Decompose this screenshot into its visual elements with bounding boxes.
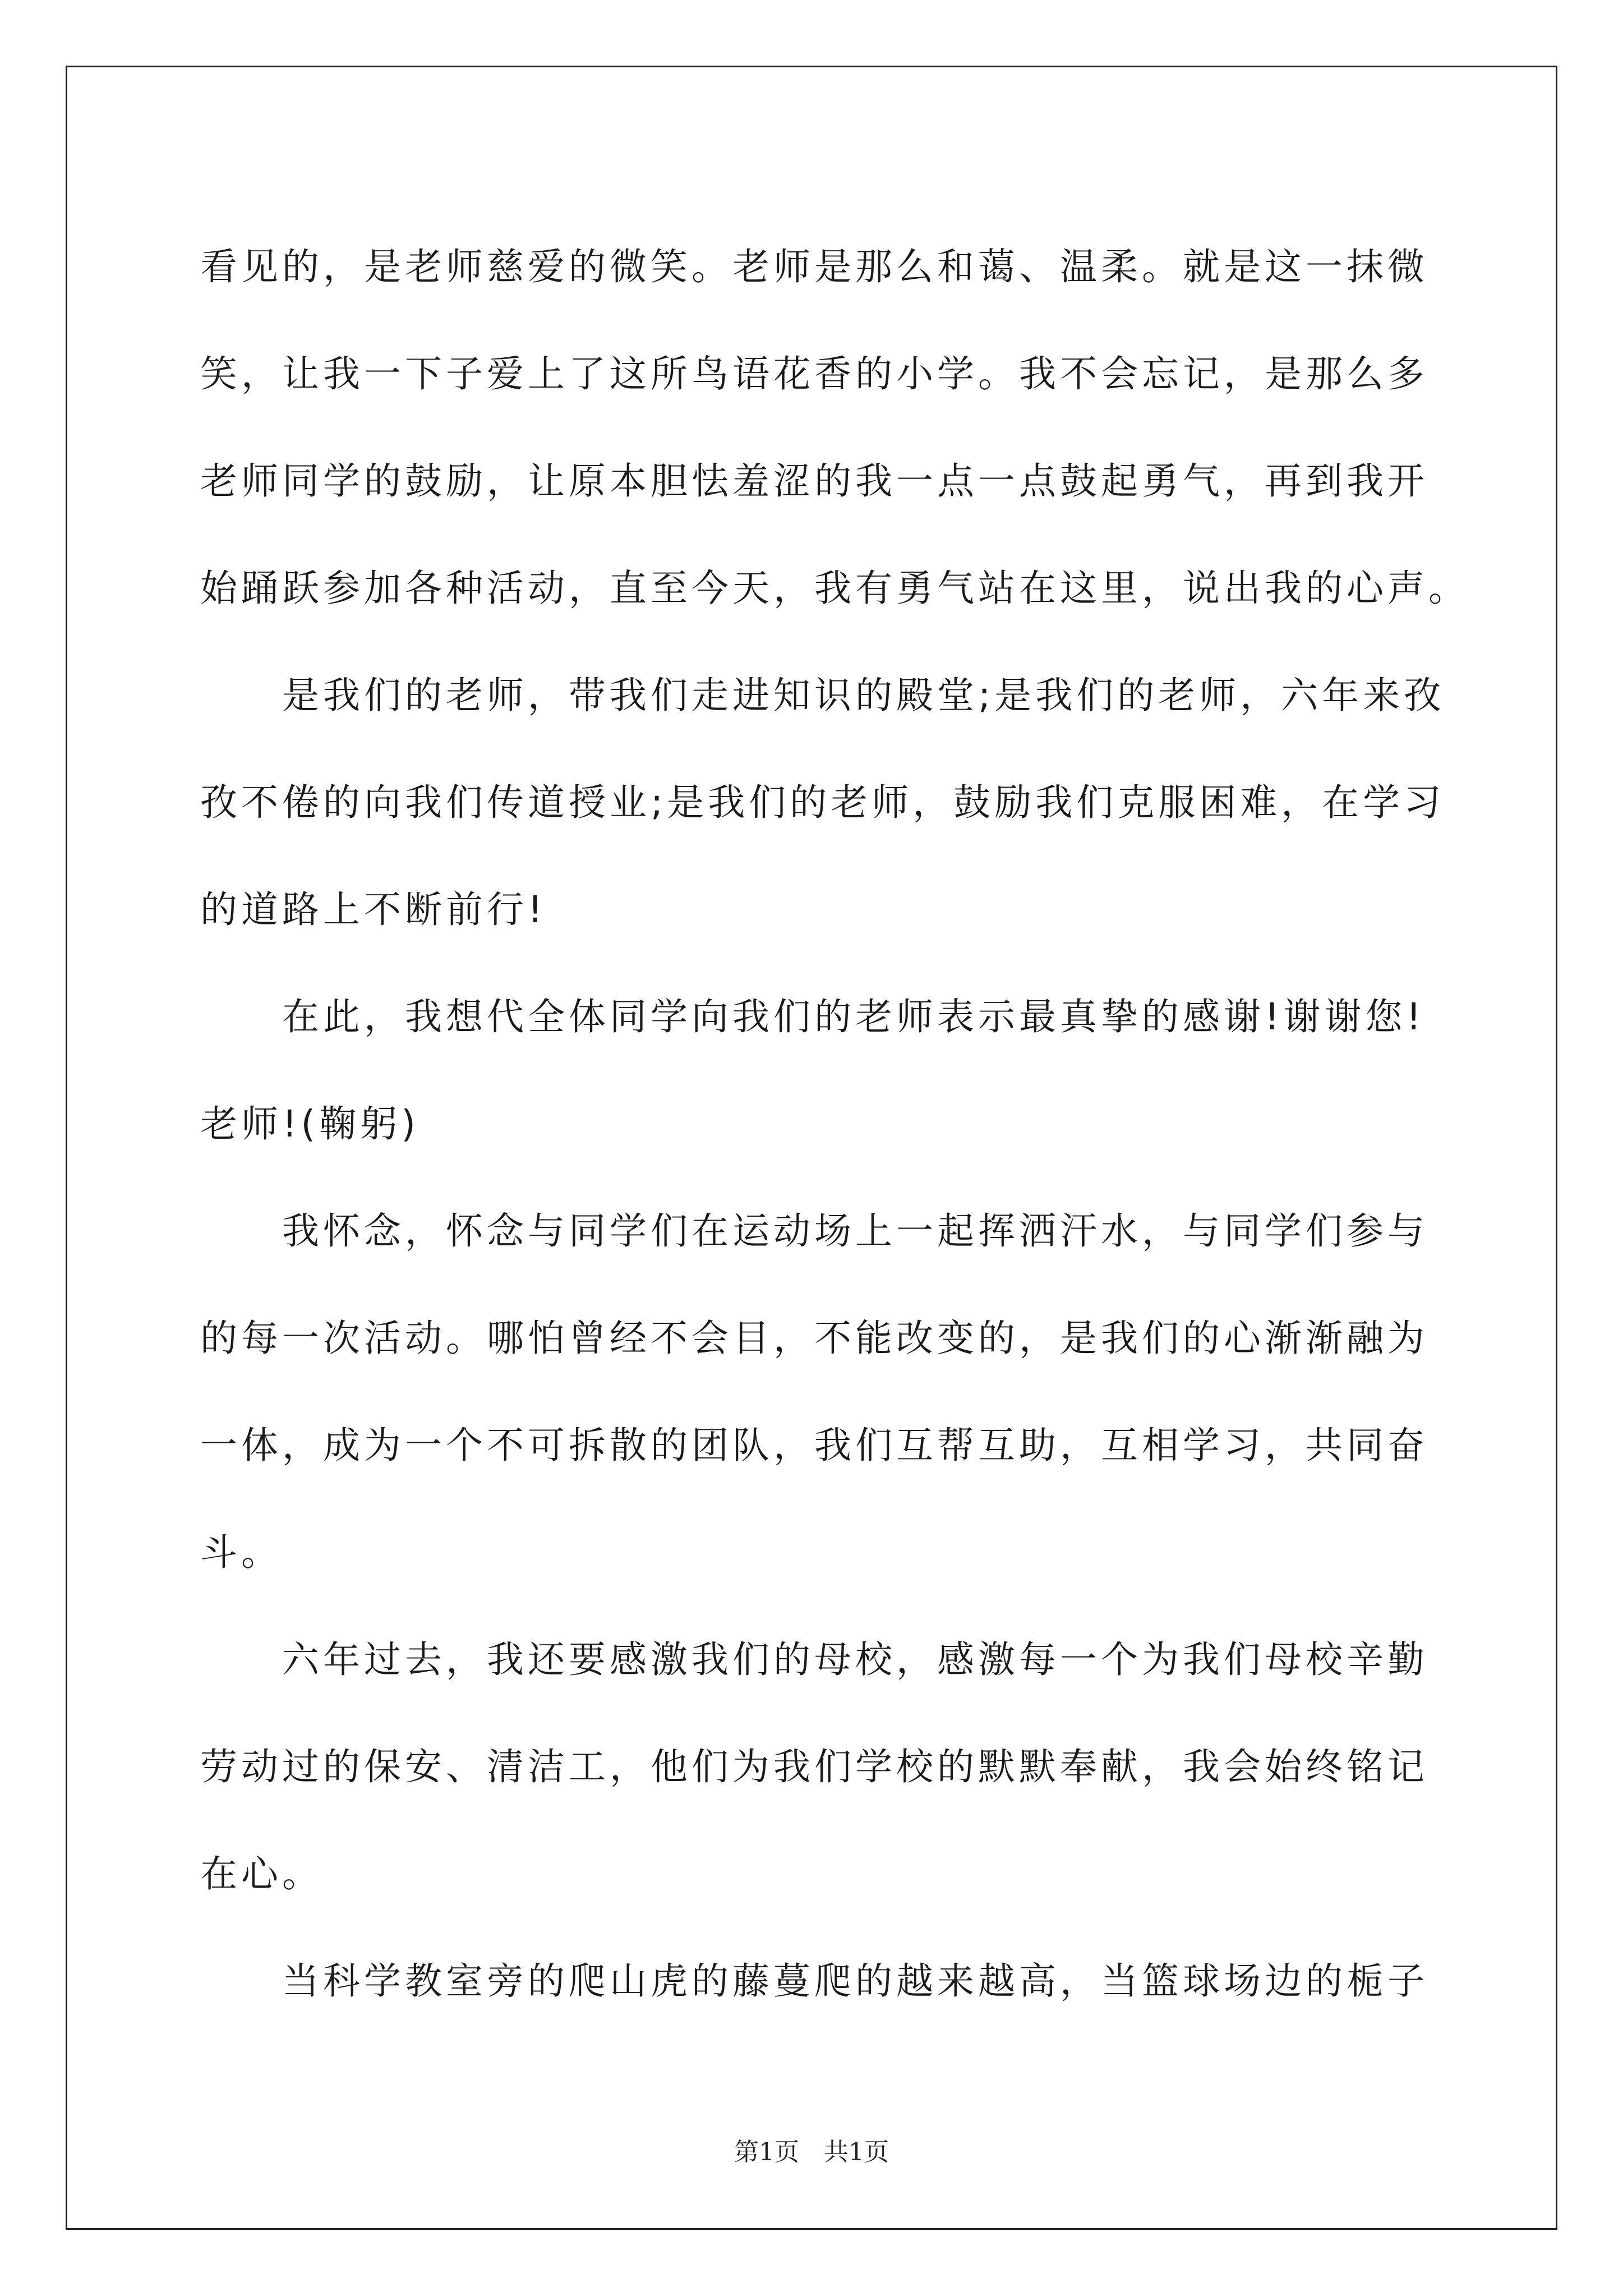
document-body [200,213,1469,2035]
text-line: 孜不倦的向我们传道授业;是我们的老师，鼓励我们克服困难，在学习 [200,781,1445,824]
text-line: 笑，让我一下子爱上了这所鸟语花香的小学。我不会忘记，是那么多 [200,352,1428,395]
text-line: 看见的，是老师慈爱的微笑。老师是那么和蔼、温柔。就是这一抹微 [200,245,1428,288]
paragraph-2 [200,642,1445,963]
text-line: 劳动过的保安、清洁工，他们为我们学校的默默奉献，我会始终铭记 [200,1745,1428,1788]
text-line: 是我们的老师，带我们走进知识的殿堂;是我们的老师，六年来孜 [282,674,1445,717]
text-line: 始踊跃参加各种活动，直至今天，我有勇气站在这里，说出我的心声。 [200,567,1469,610]
text-line: 的道路上不断前行! [200,888,547,931]
text-line: 当科学教室旁的爬山虎的藤蔓爬的越来越高，当篮球场边的栀子 [282,1959,1428,2003]
paragraph-5 [200,1606,1434,1927]
text-line: 一体，成为一个不可拆散的团队，我们互帮互助，互相学习，共同奋 [200,1424,1428,1467]
text-line: 的每一次活动。哪怕曾经不会目，不能改变的，是我们的心渐渐融为 [200,1317,1428,1360]
text-line: 我怀念，怀念与同学们在运动场上一起挥洒汗水，与同学们参与 [282,1209,1428,1253]
text-line: 六年过去，我还要感激我们的母校，感激每一个为我们母校辛勤 [282,1638,1428,1681]
page-footer [0,2132,1623,2168]
text-line: 斗。 [200,1531,282,1574]
page-number-label: 第1页 [734,2138,799,2166]
page-total-label: 共1页 [824,2138,889,2166]
text-line: 在心。 [200,1852,323,1895]
paragraph-4 [200,1177,1434,1606]
paragraph-3 [200,963,1434,1177]
paragraph-6 [200,1927,1434,2035]
text-line: 老师同学的鼓励，让原本胆怯羞涩的我一点一点鼓起勇气，再到我开 [200,459,1428,503]
paragraph-1 [200,213,1469,642]
text-line: 在此，我想代全体同学向我们的老师表示最真挚的感谢!谢谢您! [282,995,1425,1038]
text-line: 老师!(鞠躬) [200,1102,419,1145]
